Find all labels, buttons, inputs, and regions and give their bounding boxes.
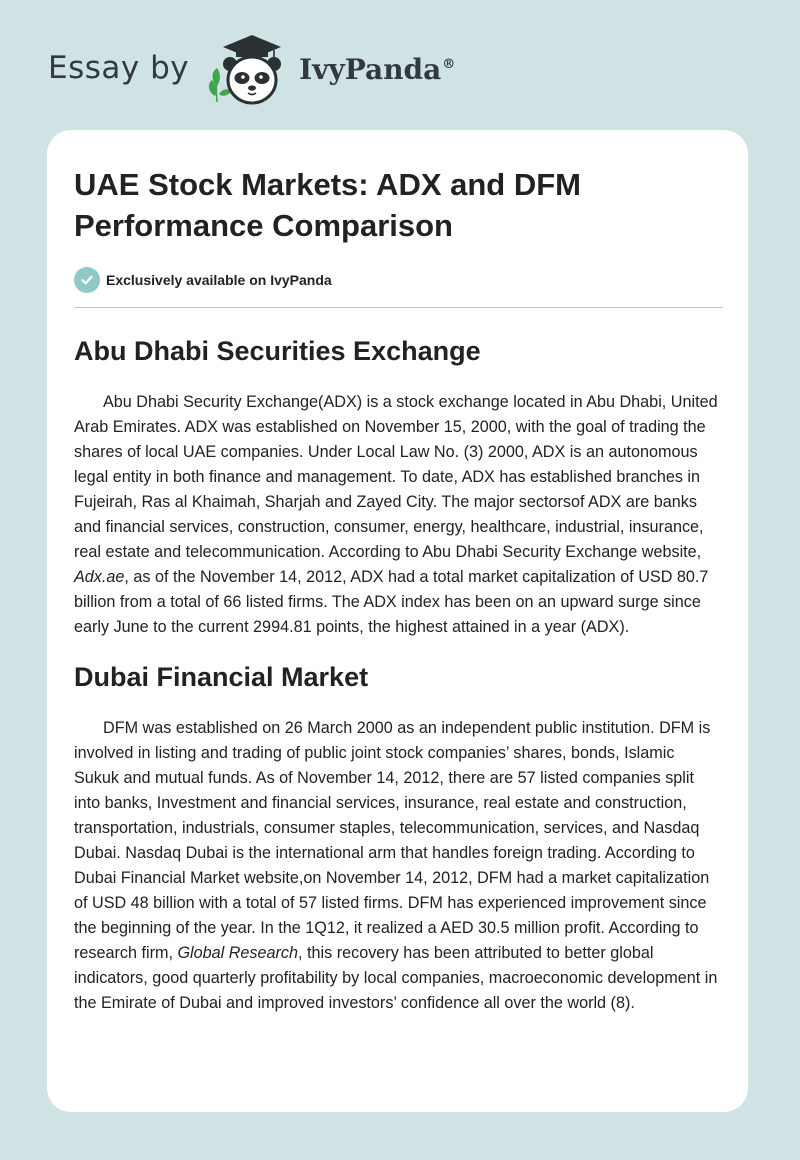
site-brand[interactable] xyxy=(48,30,455,110)
registered-mark: ® xyxy=(442,57,456,73)
paragraph-text: , as of the November 14, 2012, ADX had a total market capitalization of USD 80.7 billion from a total of 66 listed firms. The ADX index has been on an upward surge since early June to the current 2994.81 points, the highest attained in a year (ADX). xyxy=(74,568,709,636)
paragraph-text: , this recovery has been attributed to better global indicators, good quarterly profitability by local companies, macroeconomic development in the Emirate of Dubai and improved investors’ confidence all over the world (8). xyxy=(74,944,718,1012)
panda-graduate-icon xyxy=(203,30,295,110)
brand-prefix: Essay by xyxy=(48,50,190,86)
checkmark-icon xyxy=(74,267,100,293)
section-heading-dfm: Dubai Financial Market xyxy=(74,662,369,692)
source-citation: Adx.ae xyxy=(74,568,125,586)
section-heading-adx: Abu Dhabi Securities Exchange xyxy=(74,336,481,366)
brand-name xyxy=(299,53,455,86)
section-paragraph-dfm xyxy=(74,716,722,1016)
essay-title: UAE Stock Markets: ADX and DFM Performance Comparison xyxy=(74,167,581,243)
section-paragraph-adx xyxy=(74,390,722,640)
title-divider xyxy=(74,307,722,308)
paragraph-text: Abu Dhabi Security Exchange(ADX) is a stock exchange located in Abu Dhabi, United Arab Emirates. ADX was established on November 15, 2000, with the goal of trading the shares of local UAE companies. Under Local Law No. (3) 2000, ADX is an autonomous legal entity in both finance and management. To date, ADX has established branches in Fujeirah, Ras al Khaimah, Sharjah and Zayed City. The major sectorsof ADX are banks and financial services, construction, consumer, energy, healthcare, industrial, insurance, real estate and telecommunication. According to Abu Dhabi Security Exchange website, xyxy=(74,393,718,561)
source-citation: Global Research xyxy=(177,944,299,962)
essay-card xyxy=(47,130,748,1112)
badge-label: Exclusively available on IvyPanda xyxy=(106,272,332,288)
paragraph-text: DFM was established on 26 March 2000 as an independent public institution. DFM is involved in listing and trading of public joint stock companies’ shares, bonds, Islamic Sukuk and mutual funds. As of November 14, 2012, there are 57 listed companies split into banks, Investment and financial services, insurance, real estate and construction, transportation, industrials, consumer staples, telecommunication, services, and Nasdaq Dubai. Nasdaq Dubai is the international arm that handles foreign trading. According to Dubai Financial Market website,on November 14, 2012, DFM had a market capitalization of USD 48 billion with a total of 57 listed firms. DFM has experienced improvement since the beginning of the year. In the 1Q12, it realized a AED 30.5 million profit. According to research firm, xyxy=(74,719,711,962)
brand-name-text: IvyPanda xyxy=(299,52,442,86)
exclusive-badge xyxy=(74,267,722,293)
